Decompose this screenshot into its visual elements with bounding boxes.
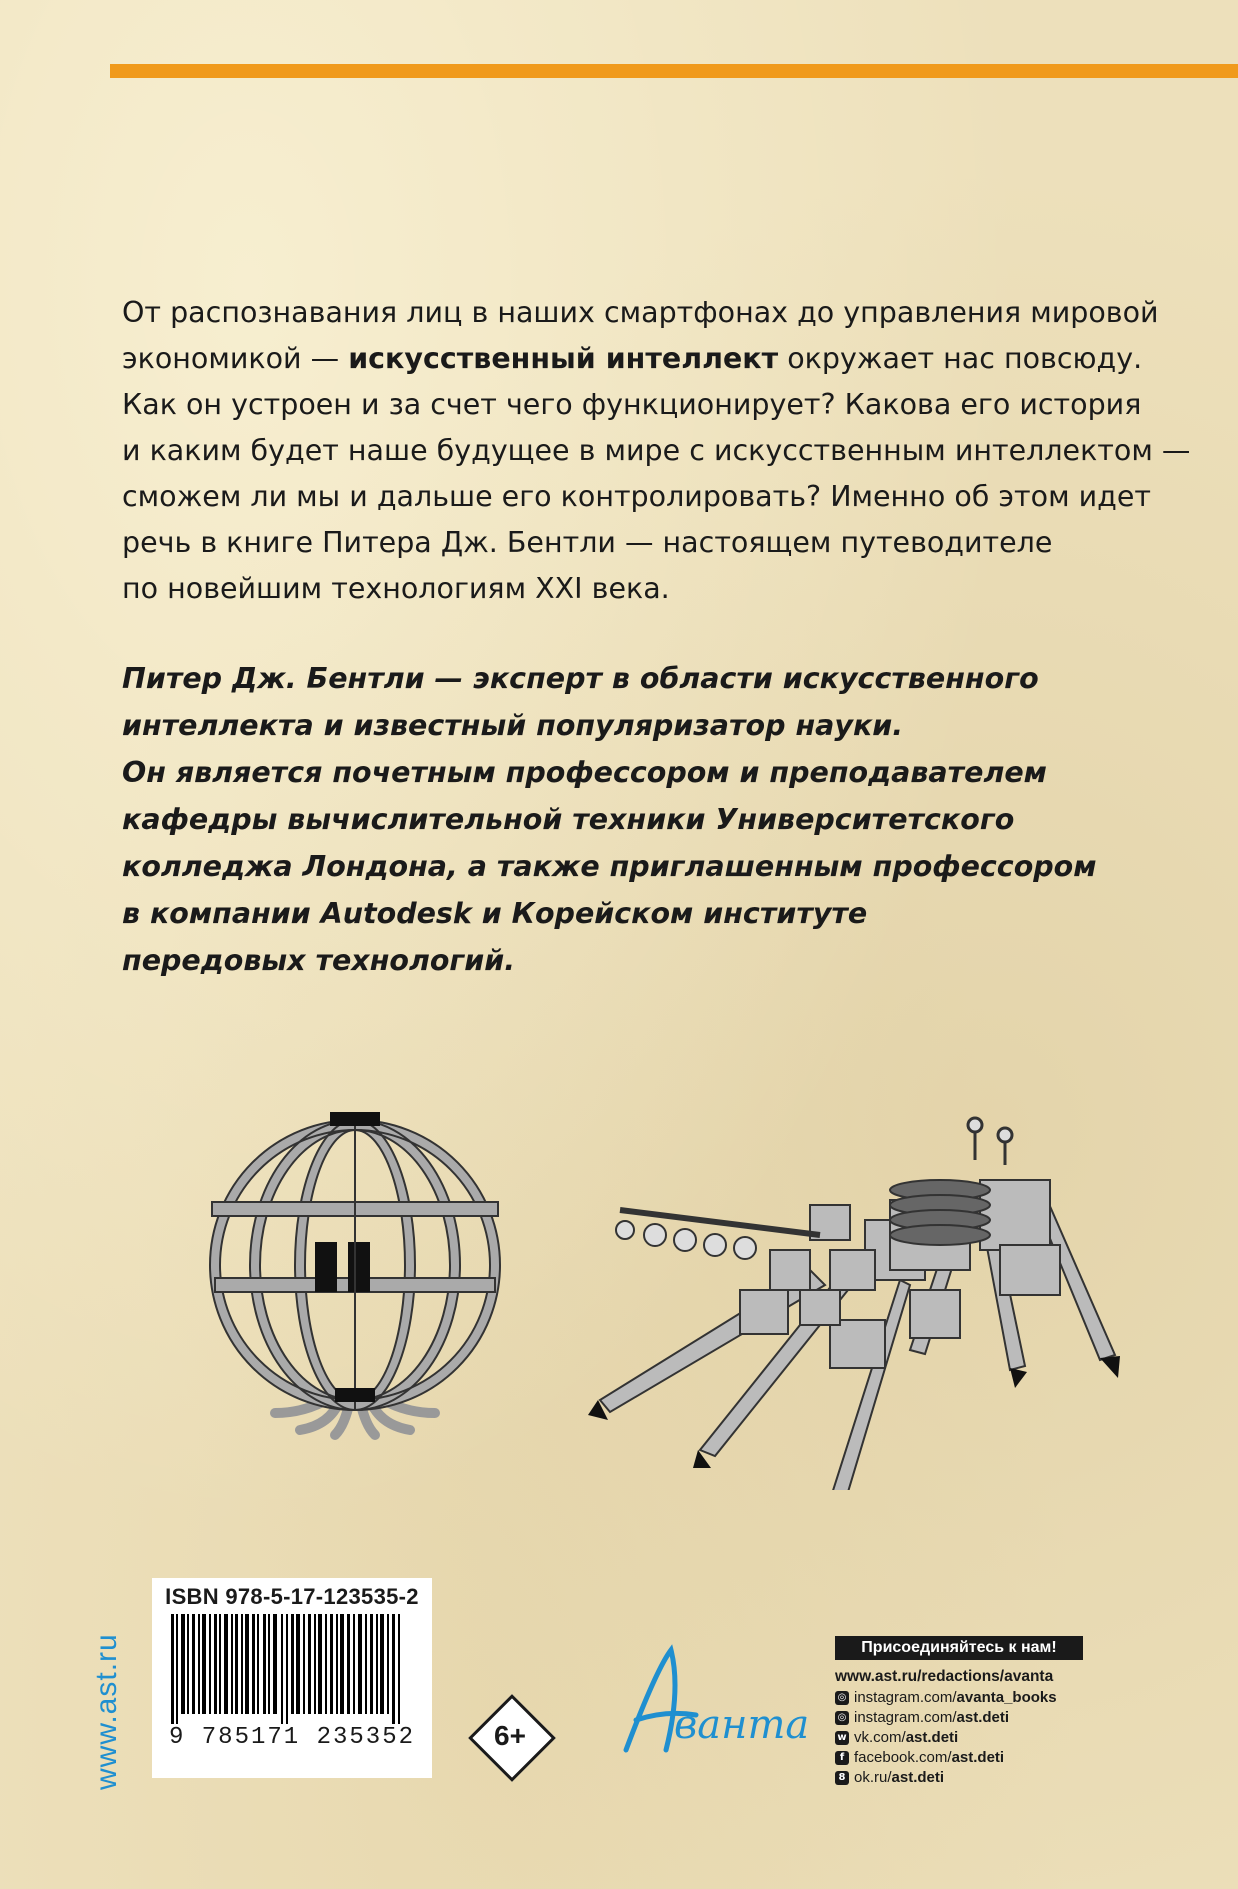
- social-link-vk[interactable]: w vk.com/ ast.deti: [835, 1729, 1095, 1746]
- social-link-instagram-astdeti[interactable]: ◎ instagram.com/ ast.deti: [835, 1709, 1095, 1726]
- ok-icon: 8: [835, 1771, 849, 1785]
- intro-line-7: по новейшим технологиям XXI века.: [122, 572, 670, 605]
- intro-line-4: и каким будет наше будущее в мире с искусственным интеллектом —: [122, 434, 1191, 467]
- social-main-link[interactable]: www.ast.ru/redactions/avanta: [835, 1668, 1054, 1685]
- vk-icon: w: [835, 1731, 849, 1745]
- barcode: [167, 1614, 417, 1724]
- intro-paragraph: [122, 290, 1191, 612]
- intro-highlight: искусственный интеллект: [348, 342, 779, 375]
- social-links-block: [835, 1636, 1095, 1786]
- intro-line-6: речь в книге Питера Дж. Бентли — настоящем путеводителе: [122, 526, 1053, 559]
- social-link-facebook[interactable]: f facebook.com/ ast.deti: [835, 1749, 1095, 1766]
- intro-line-3: Как он устроен и за счет чего функционирует? Какова его история: [122, 388, 1142, 421]
- age-rating-text: 6+: [494, 1720, 526, 1751]
- isbn-number: ISBN 978-5-17-123535-2: [165, 1584, 419, 1609]
- intro-line-2: [122, 336, 1182, 382]
- instagram-icon: ◎: [835, 1711, 849, 1725]
- intro-line-2-prefix: экономикой —: [122, 342, 349, 375]
- top-accent-bar: [110, 64, 1238, 78]
- instagram-icon: ◎: [835, 1691, 849, 1705]
- intro-line-1: От распознавания лиц в наших смартфонах до управления мировой: [122, 296, 1159, 329]
- sphere-robot-illustration: [190, 1100, 510, 1440]
- author-bio: [122, 655, 1182, 984]
- spider-robot-illustration: [580, 1100, 1140, 1490]
- avanta-logo: [596, 1640, 816, 1770]
- bio-line-3: Он является почетным профессором и преподавателем: [122, 756, 1047, 789]
- ean-digits: 9 785171 235352: [168, 1724, 416, 1751]
- social-link-instagram-avanta[interactable]: ◎ instagram.com/ avanta_books: [835, 1689, 1095, 1706]
- svg-text:ванта: ванта: [674, 1702, 810, 1748]
- bio-line-6: в компании Autodesk и Корейском институте: [122, 897, 868, 930]
- bio-line-5: колледжа Лондона, а также приглашенным профессором: [122, 850, 1097, 883]
- barcode-box: [152, 1578, 432, 1778]
- bio-line-2: интеллекта и известный популяризатор науки.: [122, 709, 904, 742]
- bio-line-4: кафедры вычислительной техники Университетского: [122, 803, 1015, 836]
- intro-line-2-suffix: окружает нас повсюду.: [778, 342, 1143, 375]
- social-link-ok[interactable]: 8 ok.ru/ ast.deti: [835, 1769, 1095, 1786]
- bio-line-7: передовых технологий.: [122, 944, 516, 977]
- age-rating-badge: [470, 1696, 550, 1776]
- social-header: Присоединяйтесь к нам!: [835, 1636, 1083, 1660]
- bio-line-1: Питер Дж. Бентли — эксперт в области искусственного: [122, 662, 1039, 695]
- intro-line-5: сможем ли мы и дальше его контролировать? Именно об этом идет: [122, 480, 1151, 513]
- side-website-url: www.ast.ru: [90, 1633, 123, 1790]
- facebook-icon: f: [835, 1751, 849, 1765]
